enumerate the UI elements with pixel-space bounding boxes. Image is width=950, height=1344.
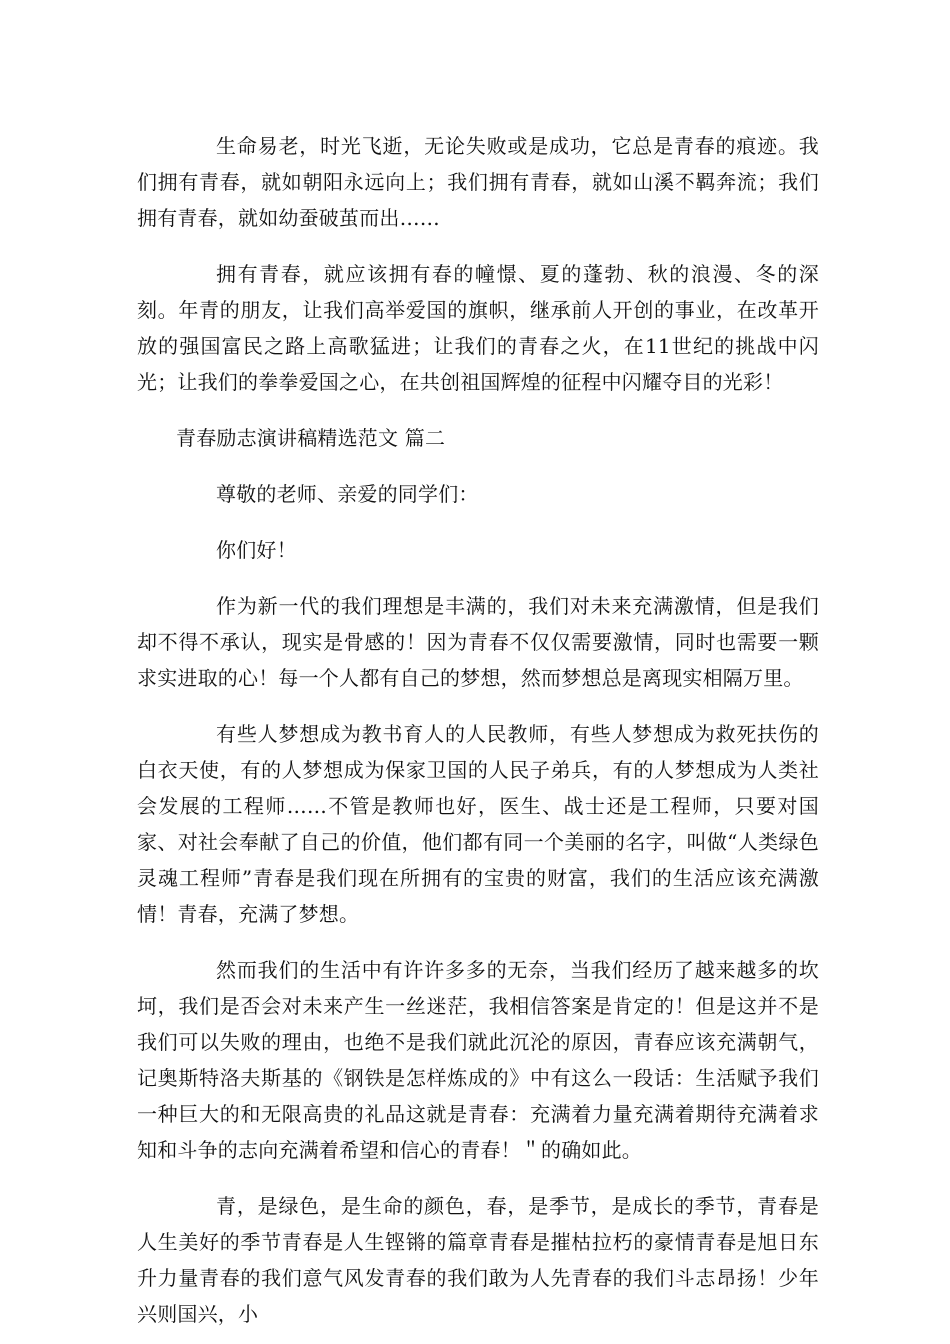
section-heading: 青春励志演讲稿精选范文 篇二 [176, 426, 446, 450]
paragraph-greeting: 你们好！ [216, 538, 297, 562]
paragraph-embrace-youth: 拥有青春，就应该拥有春的幢憬、夏的蓬勃、秋的浪漫、冬的深刻。年青的朋友，让我们高举爱国的旗帜，继承前人开创的事业，在改革开放的强国富民之路上高歌猛进；让我们的青春之火，在11世纪的挑战中闪光；让我们的拳拳爱国之心，在共创祖国辉煌的征程中闪耀夺目的光彩！ [137, 262, 819, 394]
paragraph-salutation: 尊敬的老师、亲爱的同学们： [216, 482, 479, 506]
paragraph-youth-traces: 生命易老，时光飞逝，无论失败或是成功，它总是青春的痕迹。我们拥有青春，就如朝阳永远向上；我们拥有青春，就如山溪不羁奔流；我们拥有青春，就如幼蚕破茧而出…… [137, 134, 819, 230]
paragraph-green-spring: 青，是绿色，是生命的颜色，春，是季节，是成长的季节，青春是人生美好的季节青春是人生铿锵的篇章青春是摧枯拉朽的豪情青春是旭日东升力量青春的我们意气风发青春的我们敢为人先青春的我们斗志昂扬！少年兴则国兴，小 [137, 1194, 819, 1326]
document-body [137, 128, 819, 1332]
paragraph-ideals: 作为新一代的我们理想是丰满的，我们对未来充满激情，但是我们却不得不承认，现实是骨感的！因为青春不仅仅需要激情，同时也需要一颗求实进取的心！每一个人都有自己的梦想，然而梦想总是离现实相隔万里。 [137, 594, 819, 690]
paragraph-dreams: 有些人梦想成为教书育人的人民教师，有些人梦想成为救死扶伤的白衣天使，有的人梦想成为保家卫国的人民子弟兵，有的人梦想成为人类社会发展的工程师……不管是教师也好，医生、战士还是工程师，只要对国家、对社会奉献了自己的价值，他们都有同一个美丽的名字，叫做“人类绿色灵魂工程师”青春是我们现在所拥有的宝贵的财富，我们的生活应该充满激情！青春，充满了梦想。 [137, 722, 819, 926]
paragraph-hardships: 然而我们的生活中有许许多多的无奈，当我们经历了越来越多的坎坷，我们是否会对未来产生一丝迷茫，我相信答案是肯定的！但是这并不是我们可以失败的理由，也绝不是我们就此沉沦的原因，青春应该充满朝气，记奥斯特洛夫斯基的《钢铁是怎样炼成的》中有这么一段话：生活赋予我们一种巨大的和无限高贵的礼品这就是青春：充满着力量充满着期待充满着求知和斗争的志向充满着希望和信心的青春！＂的确如此。 [137, 958, 819, 1162]
